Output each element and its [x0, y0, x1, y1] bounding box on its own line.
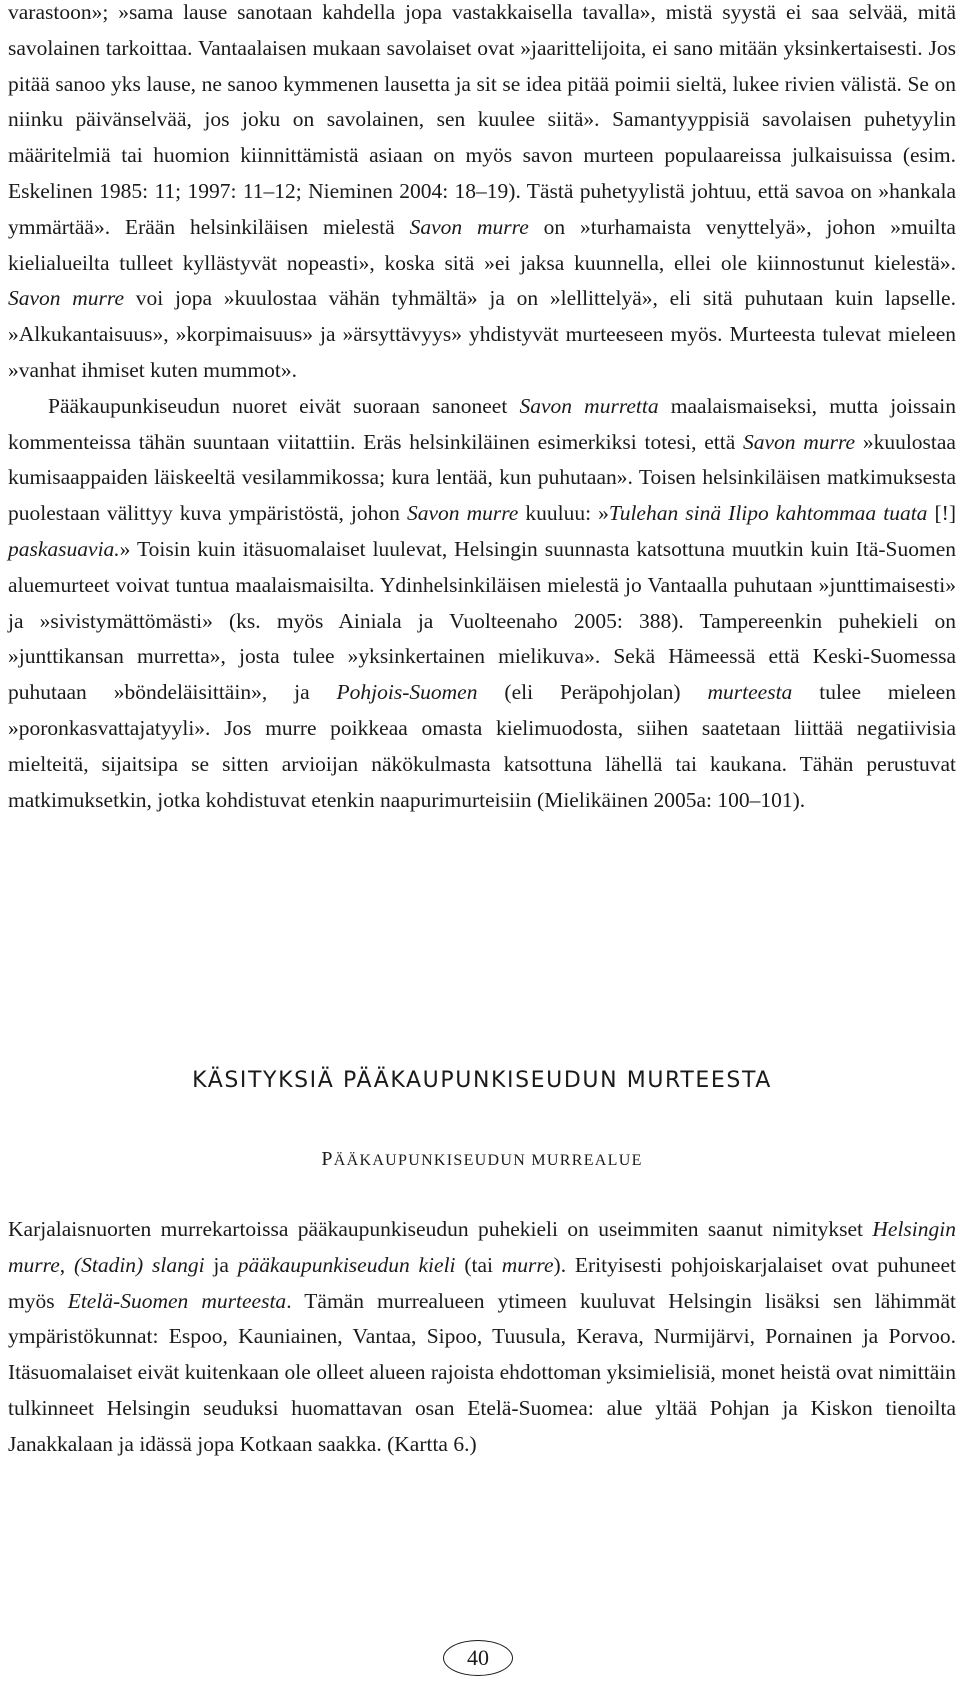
- italic-run: Savon murre: [743, 429, 856, 454]
- sub-heading-rest: ÄÄKAUPUNKISEUDUN MURREALUE: [333, 1152, 643, 1169]
- text-run: ). Erityisesti pohjoiskarjalaiset ovat puhuneet myös: [8, 1252, 956, 1313]
- text-run: ,: [59, 1252, 74, 1277]
- sub-heading: [8, 1148, 956, 1171]
- text-run: Pääkaupunkiseudun nuoret eivät suoraan sanoneet: [48, 393, 520, 418]
- italic-run: murre: [501, 1252, 554, 1277]
- body-paragraph-1: [8, 0, 956, 389]
- italic-run: pääkaupunkiseudun kieli: [237, 1252, 456, 1277]
- text-run: kuuluu: »: [518, 501, 609, 526]
- text-run: maalaismaiseksi, mutta joissain kommenteissa tähän suuntaan viitattiin. Eräs helsinkiläinen esimerkiksi totesi, että: [8, 393, 956, 454]
- italic-run: Savon murre: [8, 286, 125, 311]
- text-run: tulee mieleen »poronkasvattajatyyli». Jos murre poikkeaa omasta kielimuodosta, siihen saatetaan liittää negatiivisia mielteitä, sijaitsipa se sitten arvioijan näkökulmasta katsottuna lähellä tai kaukana. Tähän perustuvat matkimuksetkin, jotka kohdistuvat etenkin naapurimurteisiin (Mielikäinen 2005a: 100–101).: [8, 680, 956, 812]
- italic-run: Savon murre: [409, 214, 529, 239]
- text-run: on »turhamaista venyttelyä», johon »muilta kielialueilta tulleet kyllästyvät nopeasti», koska sitä »ei jaksa kuunnella, ellei ole kiinnostunut kielestä».: [8, 214, 956, 275]
- italic-run: (Stadin) slangi: [73, 1252, 205, 1277]
- text-run: varastoon»; »sama lause sanotaan kahdella jopa vastakkaisella tavalla», mistä syystä ei saa selvää, mitä savolainen tarkoittaa. Vantaalaisen mukaan savolaiset ovat »jaarittelijoita, ei sano mitään yksinkertaisesti. Jos pitää sanoo yks lause, ne sanoo kymmenen lausetta ja sit se idea pitää poimii sieltä, lukee rivien välistä. Se on niinku päivänselvää, jos joku on savolainen, sen kuulee siitä». Samantyyppisiä savolaisen puhetyylin määritelmiä tai huomion kiinnittämistä asiaan on myös savon murteen populaareissa julkaisuissa (esim. Eskelinen 1985: 11; 1997: 11–12; Nieminen 2004: 18–19). Tästä puhetyylistä johtuu, että savoa on »hankala ymmärtää». Erään helsinkiläisen mielestä: [8, 0, 956, 239]
- text-run: . Tämän murrealueen ytimeen kuuluvat Helsingin lisäksi sen lähimmät ympäristökunnat: Espoo, Kauniainen, Vantaa, Sipoo, Tuusula, Kerava, Nurmijärvi, Pornainen ja Porvoo. Itäsuomalaiset eivät kuitenkaan ole olleet alueen rajoista ehdottoman yksimielisiä, monet heistä ovat nimittäin tulkinneet Helsingin seuduksi huomattavan osan Etelä-Suomea: alue yltää Pohjan ja Kiskon tienoilta Janakkalaan ja idässä jopa Kotkaan saakka. (Kartta 6.): [8, 1288, 956, 1456]
- sub-heading-initial: P: [321, 1148, 334, 1170]
- italic-run: Savon murretta: [519, 393, 659, 418]
- body-paragraph-2: [8, 389, 956, 819]
- body-paragraph-3: [8, 1212, 956, 1463]
- italic-run: Etelä-Suomen murteesta: [67, 1288, 287, 1313]
- text-run: Karjalaisnuorten murrekartoissa pääkaupunkiseudun puhekieli on useimmiten saanut nimitykset: [8, 1217, 873, 1241]
- text-run: (tai: [455, 1252, 502, 1277]
- text-run: voi jopa »kuulostaa vähän tyhmältä» ja on »lellittelyä», eli sitä puhutaan kuin lapselle. »Alkukantaisuus», »korpimaisuus» ja »ärsyttävyys» yhdistyvät murteeseen myös. Murteesta tulevat mieleen »vanhat ihmiset kuten mummot».: [8, 286, 956, 382]
- page-number: 40: [443, 1640, 513, 1676]
- italic-run: murteesta: [707, 680, 793, 705]
- section-heading: KÄSITYKSIÄ PÄÄKAUPUNKISEUDUN MURTEESTA: [192, 1068, 772, 1093]
- text-run: ja: [204, 1252, 238, 1277]
- italic-run: Tulehan sinä Ilipo kahtommaa tuata: [608, 501, 928, 526]
- italic-run: paskasuavia.: [8, 536, 120, 561]
- italic-run: Helsingin murre: [8, 1217, 956, 1277]
- document-page: [8, 0, 956, 1456]
- italic-run: Pohjois-Suomen: [336, 680, 478, 705]
- text-run: » Toisin kuin itäsuomalaiset luulevat, Helsingin suunnasta katsottuna muutkin kuin Itä-Suomen aluemurteet voivat tuntua maalaismaisilta. Ydinhelsinkiläisen mielestä jo Vantaalla puhutaan »junttimaisesti» ja »sivistymättömästi» (ks. myös Ainiala ja Vuolteenaho 2005: 388). Tampereenkin puhekieli on »junttikansan murretta», josta tulee »yksinkertainen mielikuva». Sekä Hämeessä että Keski-Suomessa puhutaan »böndeläisittäin», ja: [8, 536, 956, 705]
- italic-run: Savon murre: [406, 501, 519, 526]
- text-run: »kuulostaa kumisaappaiden läiskeeltä vesilammikossa; kura lentää, kun puhutaan». Toisen helsinkiläisen matkimuksesta puolestaan välittyy kuva ympäristöstä, johon: [8, 429, 956, 526]
- text-run: [!]: [927, 501, 956, 526]
- text-run: (eli Peräpohjolan): [477, 680, 708, 705]
- section-body: [8, 1212, 956, 1463]
